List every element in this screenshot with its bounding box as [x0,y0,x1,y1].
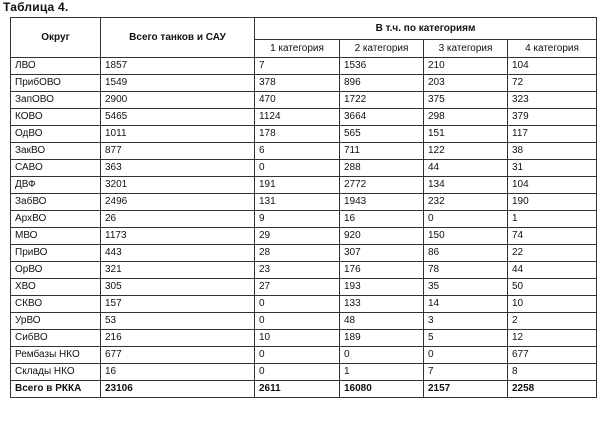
table-row [11,296,597,313]
cell-cat3: 134 [424,177,508,194]
cell-cat4: 10 [508,296,597,313]
header-category-3: 3 категория [424,40,508,58]
cell-cat4: 74 [508,228,597,245]
cell-cat2: 189 [340,330,424,347]
table-row [11,313,597,330]
table-row [11,92,597,109]
cell-district: МВО [11,228,101,245]
cell-cat2: 920 [340,228,424,245]
table-row [11,347,597,364]
cell-cat3: 3 [424,313,508,330]
cell-cat1: 6 [255,143,340,160]
cell-total: 157 [101,296,255,313]
table-row [11,364,597,381]
cell-cat1: 0 [255,296,340,313]
cell-cat3: 151 [424,126,508,143]
cell-cat2: 711 [340,143,424,160]
cell-cat1: 29 [255,228,340,245]
cell-cat4: 22 [508,245,597,262]
table-row [11,194,597,211]
cell-total: 363 [101,160,255,177]
cell-total: 1549 [101,75,255,92]
table-row [11,245,597,262]
table-row [11,143,597,160]
cell-cat3: 375 [424,92,508,109]
cell-total: 216 [101,330,255,347]
cell-cat2: 896 [340,75,424,92]
tanks-by-district-table [10,17,597,398]
table-row [11,160,597,177]
cell-cat1: 0 [255,160,340,177]
cell-cat1: 28 [255,245,340,262]
cell-district: ЗапОВО [11,92,101,109]
cell-district: КОВО [11,109,101,126]
cell-cat3: 0 [424,211,508,228]
cell-cat3: 150 [424,228,508,245]
cell-district: ЗабВО [11,194,101,211]
cell-total: 53 [101,313,255,330]
total-cell-cat1: 2611 [255,381,340,398]
header-total: Всего танков и САУ [101,18,255,58]
cell-district: ПрибОВО [11,75,101,92]
cell-cat1: 0 [255,347,340,364]
cell-cat4: 379 [508,109,597,126]
cell-cat2: 48 [340,313,424,330]
cell-district: ОрВО [11,262,101,279]
total-cell-cat2: 16080 [340,381,424,398]
cell-cat3: 210 [424,58,508,75]
cell-cat3: 14 [424,296,508,313]
cell-district: ПриВО [11,245,101,262]
table-row [11,262,597,279]
cell-cat1: 191 [255,177,340,194]
cell-cat1: 9 [255,211,340,228]
cell-cat3: 7 [424,364,508,381]
cell-district: ХВО [11,279,101,296]
cell-district: Склады НКО [11,364,101,381]
cell-cat4: 31 [508,160,597,177]
cell-cat2: 307 [340,245,424,262]
cell-total: 3201 [101,177,255,194]
cell-cat1: 23 [255,262,340,279]
cell-cat4: 104 [508,58,597,75]
cell-cat2: 3664 [340,109,424,126]
cell-cat4: 323 [508,92,597,109]
cell-cat4: 1 [508,211,597,228]
table-row [11,109,597,126]
cell-total: 877 [101,143,255,160]
cell-total: 5465 [101,109,255,126]
cell-district: ОдВО [11,126,101,143]
cell-district: УрВО [11,313,101,330]
total-cell-total: 23106 [101,381,255,398]
cell-cat2: 565 [340,126,424,143]
cell-cat4: 50 [508,279,597,296]
cell-total: 1173 [101,228,255,245]
cell-cat4: 104 [508,177,597,194]
cell-total: 16 [101,364,255,381]
header-category-4: 4 категория [508,40,597,58]
cell-cat3: 232 [424,194,508,211]
cell-cat4: 72 [508,75,597,92]
cell-cat2: 176 [340,262,424,279]
cell-cat1: 131 [255,194,340,211]
table-body [11,58,597,398]
table-row [11,177,597,194]
cell-district: ЛВО [11,58,101,75]
cell-cat1: 470 [255,92,340,109]
total-row [11,381,597,398]
table-row [11,228,597,245]
header-category-1: 1 категория [255,40,340,58]
cell-cat2: 1722 [340,92,424,109]
cell-total: 2496 [101,194,255,211]
cell-total: 1011 [101,126,255,143]
cell-cat2: 1 [340,364,424,381]
table-row [11,211,597,228]
cell-cat4: 117 [508,126,597,143]
cell-cat4: 677 [508,347,597,364]
cell-total: 1857 [101,58,255,75]
cell-district: АрхВО [11,211,101,228]
cell-total: 677 [101,347,255,364]
total-cell-cat3: 2157 [424,381,508,398]
cell-cat3: 122 [424,143,508,160]
cell-cat2: 133 [340,296,424,313]
cell-total: 321 [101,262,255,279]
cell-cat4: 8 [508,364,597,381]
cell-cat2: 288 [340,160,424,177]
cell-cat1: 7 [255,58,340,75]
cell-cat1: 378 [255,75,340,92]
cell-district: Рембазы НКО [11,347,101,364]
cell-cat3: 78 [424,262,508,279]
cell-total: 26 [101,211,255,228]
cell-cat1: 0 [255,313,340,330]
header-category-group: В т.ч. по категориям [255,18,597,40]
cell-cat4: 190 [508,194,597,211]
cell-cat4: 2 [508,313,597,330]
cell-district: СибВО [11,330,101,347]
cell-cat3: 0 [424,347,508,364]
cell-cat4: 38 [508,143,597,160]
cell-total: 305 [101,279,255,296]
table-row [11,126,597,143]
cell-cat1: 0 [255,364,340,381]
cell-cat3: 5 [424,330,508,347]
table-row [11,75,597,92]
cell-cat3: 203 [424,75,508,92]
cell-cat3: 35 [424,279,508,296]
cell-cat2: 2772 [340,177,424,194]
cell-cat2: 193 [340,279,424,296]
cell-cat1: 10 [255,330,340,347]
cell-cat2: 0 [340,347,424,364]
header-category-2: 2 категория [340,40,424,58]
header-district: Округ [11,18,101,58]
cell-district: ДВФ [11,177,101,194]
cell-cat4: 44 [508,262,597,279]
table-row [11,279,597,296]
cell-cat3: 44 [424,160,508,177]
cell-cat1: 27 [255,279,340,296]
cell-total: 2900 [101,92,255,109]
table-caption: Таблица 4. [3,0,69,14]
total-cell-district: Всего в РККА [11,381,101,398]
cell-cat4: 12 [508,330,597,347]
cell-cat1: 1124 [255,109,340,126]
cell-cat3: 298 [424,109,508,126]
cell-cat1: 178 [255,126,340,143]
cell-district: ЗакВО [11,143,101,160]
cell-cat2: 16 [340,211,424,228]
cell-cat2: 1536 [340,58,424,75]
table-row [11,330,597,347]
table-row [11,58,597,75]
cell-district: САВО [11,160,101,177]
cell-total: 443 [101,245,255,262]
cell-district: СКВО [11,296,101,313]
cell-cat2: 1943 [340,194,424,211]
cell-cat3: 86 [424,245,508,262]
total-cell-cat4: 2258 [508,381,597,398]
